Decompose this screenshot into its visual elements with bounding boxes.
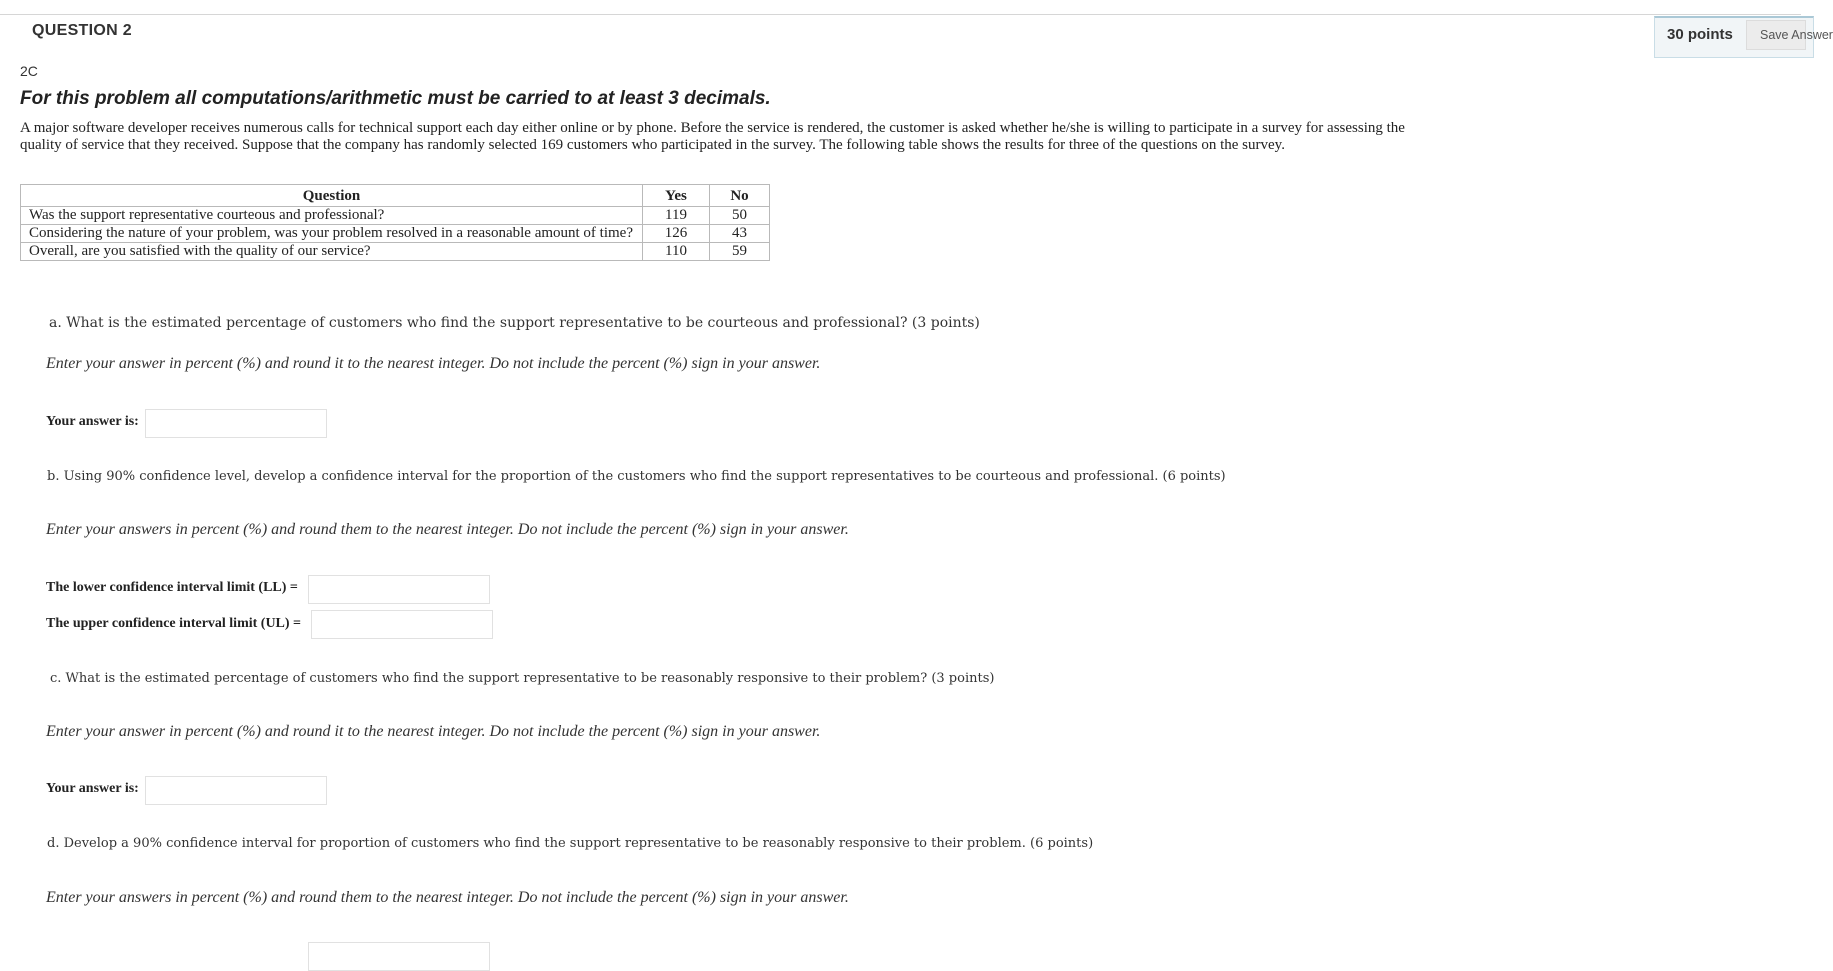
row-yes: 126	[643, 225, 710, 243]
part-c-answer-label: Your answer is:	[46, 781, 139, 796]
column-header-no: No	[710, 185, 770, 207]
part-b-ul-label: The upper confidence interval limit (UL) =	[46, 616, 302, 631]
save-answer-button[interactable]: Save Answer	[1746, 20, 1806, 50]
column-header-yes: Yes	[643, 185, 710, 207]
table-row	[21, 243, 770, 261]
table-header-row	[21, 185, 770, 207]
table-row	[21, 225, 770, 243]
problem-intro: A major software developer receives numerous calls for technical support each day either online or by phone. Before the service is rendered, the customer is asked whether he/she is willing to participate in a survey for assessing the quality of service that they received. Suppose that the company has randomly selected 169 customers who participated in the survey. The following table shows the results for three of the questions on the survey.	[20, 120, 1405, 153]
column-header-question: Question	[21, 185, 643, 207]
part-b-ll-label: The lower confidence interval limit (LL) =	[46, 580, 298, 595]
part-c-note: Enter your answer in percent (%) and round it to the nearest integer. Do not include the percent (%) sign in your answer.	[46, 723, 821, 740]
part-b-ul-input[interactable]	[311, 610, 493, 639]
header-divider	[0, 14, 1801, 15]
table-row	[21, 207, 770, 225]
question-id: 2C	[20, 63, 38, 79]
part-d-note: Enter your answers in percent (%) and round them to the nearest integer. Do not include the percent (%) sign in your answer.	[46, 889, 849, 906]
row-question: Considering the nature of your problem, was your problem resolved in a reasonable amount of time?	[21, 225, 643, 243]
part-a-answer-input[interactable]	[145, 409, 327, 438]
part-d-question: d. Develop a 90% confidence interval for proportion of customers who find the support representative to be reasonably responsive to their problem. (6 points)	[47, 836, 1094, 851]
part-c-question: c. What is the estimated percentage of customers who find the support representative to be reasonably responsive to their problem? (3 points)	[50, 671, 995, 686]
part-c-answer-input[interactable]	[145, 776, 327, 805]
row-no: 59	[710, 243, 770, 261]
row-yes: 110	[643, 243, 710, 261]
survey-table	[20, 184, 770, 261]
part-d-ll-input[interactable]	[308, 942, 490, 971]
row-question: Was the support representative courteous and professional?	[21, 207, 643, 225]
part-b-ll-input[interactable]	[308, 575, 490, 604]
part-a-note: Enter your answer in percent (%) and round it to the nearest integer. Do not include the percent (%) sign in your answer.	[46, 355, 821, 372]
part-a-question: a. What is the estimated percentage of customers who find the support representative to be courteous and professional? (3 points)	[49, 315, 980, 331]
row-no: 50	[710, 207, 770, 225]
part-a-answer-label: Your answer is:	[46, 414, 139, 429]
row-no: 43	[710, 225, 770, 243]
row-question: Overall, are you satisfied with the quality of our service?	[21, 243, 643, 261]
instruction-text: For this problem all computations/arithmetic must be carried to at least 3 decimals.	[20, 88, 771, 109]
question-title: QUESTION 2	[32, 22, 132, 39]
row-yes: 119	[643, 207, 710, 225]
part-b-note: Enter your answers in percent (%) and round them to the nearest integer. Do not include the percent (%) sign in your answer.	[46, 521, 849, 538]
points-label: 30 points	[1667, 26, 1733, 43]
part-b-question: b. Using 90% confidence level, develop a confidence interval for the proportion of the customers who find the support representatives to be courteous and professional. (6 points)	[47, 469, 1226, 484]
